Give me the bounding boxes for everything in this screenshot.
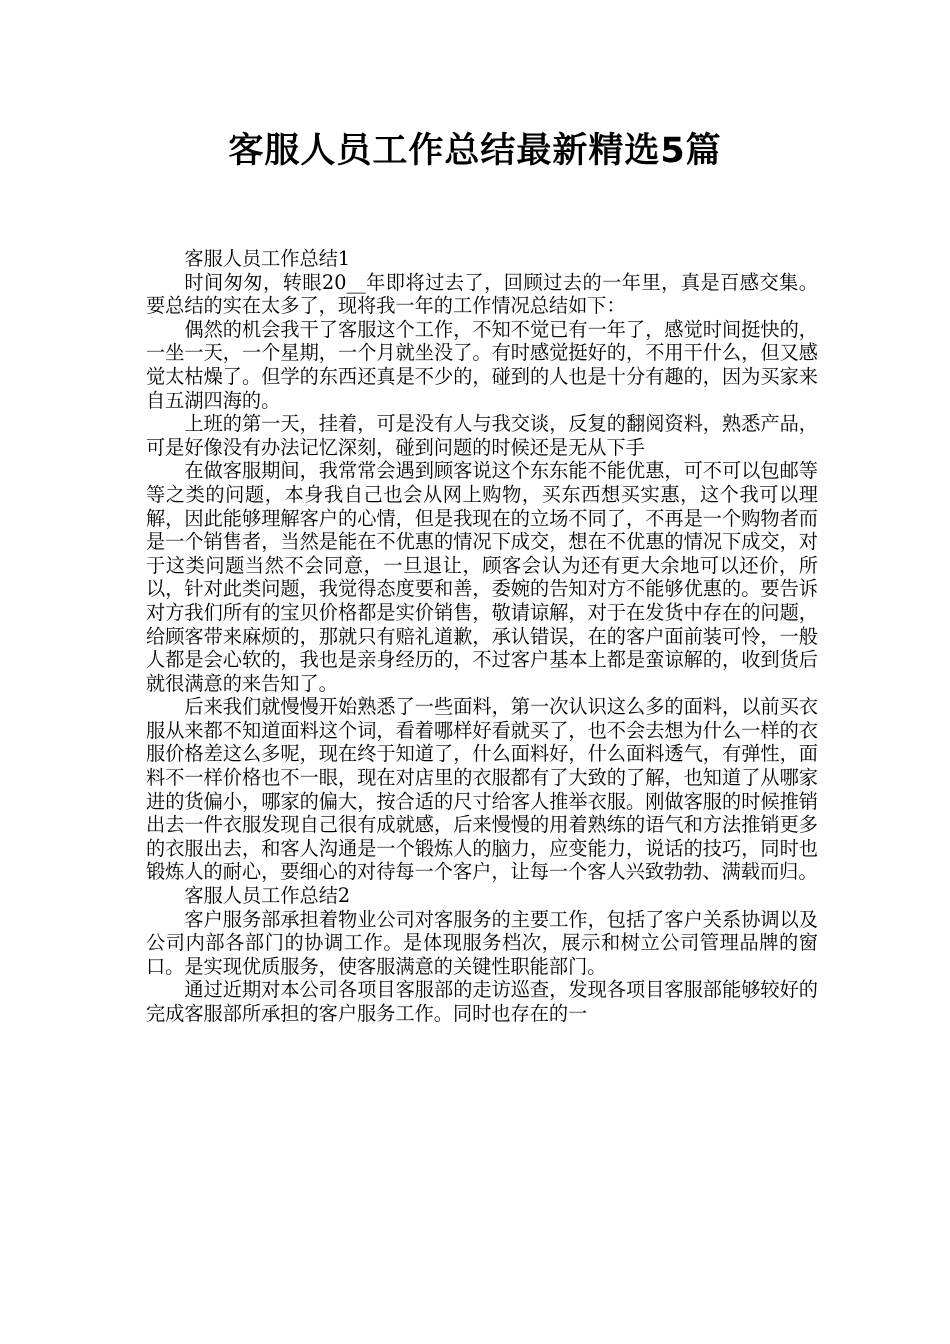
paragraph: 偶然的机会我干了客服这个工作，不知不觉已有一年了，感觉时间挺快的，一坐一天，一个星期，一个月就坐没了。有时感觉挺好的，不用干什么，但又感觉太枯燥了。但学的东西还真是不少的，碰到的人也是十分有趣的，因为买家来自五湖四海的。 xyxy=(146,317,818,412)
paragraph: 上班的第一天，挂着，可是没有人与我交谈，反复的翻阅资料，熟悉产品，可是好像没有办法记忆深刻，碰到问题的时候还是无从下手 xyxy=(146,412,818,459)
paragraph: 后来我们就慢慢开始熟悉了一些面料，第一次认识这么多的面料，以前买衣服从来都不知道面料这个词，看着哪样好看就买了，也不会去想为什么一样的衣服价格差这么多呢，现在终于知道了，什么面料好，什么面料透气，有弹性，面料不一样价格也不一眼，现在对店里的衣服都有了大致的了解，也知道了从哪家进的货偏小，哪家的偏大，按合适的尺寸给客人推举衣服。刚做客服的时候推销出去一件衣服发现自己很有成就感，后来慢慢的用着熟练的语气和方法推销更多的衣服出去，和客人沟通是一个锻炼人的脑力，应变能力，说话的技巧，同时也锻炼人的耐心，要细心的对待每一个客户，让每一个客人兴致勃勃、满载而归。 xyxy=(146,695,818,884)
section-heading: 客服人员工作总结1 xyxy=(184,247,351,270)
paragraph: 在做客服期间，我常常会遇到顾客说这个东东能不能优惠，可不可以包邮等等之类的问题，本身我自己也会从网上购物，买东西想买实惠，这个我可以理解，因此能够理解客户的心情，但是我现在的立场不同了，不再是一个购物者而是一个销售者，当然是能在不优惠的情况下成交，想在不优惠的情况下成交，对于这类问题当然不会同意，一旦退让，顾客会认为还有更大余地可以还价，所以，针对此类问题，我觉得态度要和善，委婉的告知对方不能够优惠的。要告诉对方我们所有的宝贝价格都是实价销售，敬请谅解，对于在发货中存在的问题，给顾客带来麻烦的，那就只有赔礼道歉，承认错误，在的客户面前装可怜，一般人都是会心软的，我也是亲身经历的，不过客户基本上都是蛮谅解的，收到货后就很满意的来告知了。 xyxy=(146,459,818,695)
document-title: 客服人员工作总结最新精选5篇 xyxy=(228,131,722,171)
section-heading: 客服人员工作总结2 xyxy=(184,884,351,908)
paragraph: 客户服务部承担着物业公司对客服务的主要工作，包括了客户关系协调以及公司内部各部门的协调工作。是体现服务档次，展示和树立公司管理品牌的窗口。是实现优质服务，使客服满意的关键性职能部门。 xyxy=(146,907,818,978)
paragraph: 通过近期对本公司各项目客服部的走访巡查，发现各项目客服部能够较好的完成客服部所承担的客户服务工作。同时也存在的一 xyxy=(146,978,818,1025)
document-body xyxy=(146,247,818,1026)
paragraph: 时间匆匆，转眼20__年即将过去了，回顾过去的一年里，真是百感交集。要总结的实在太多了，现将我一年的工作情况总结如下： xyxy=(146,270,818,318)
